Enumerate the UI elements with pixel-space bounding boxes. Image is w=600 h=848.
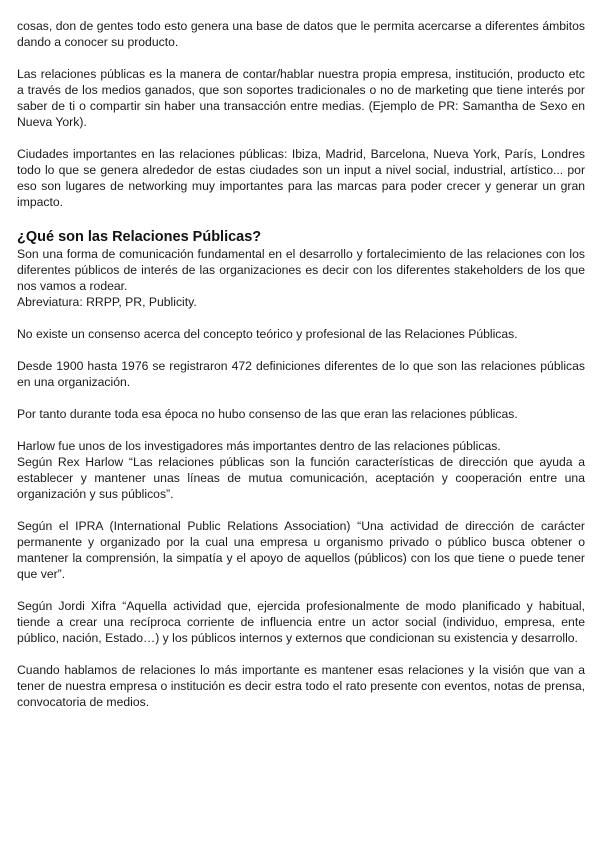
paragraph-consensus: No existe un consenso acerca del concepto teórico y profesional de las Relaciones Públicas. (17, 327, 518, 341)
paragraph-intro: cosas, don de gentes todo esto genera una base de datos que le permita acercarse a diferentes ámbitos dando a conocer su producto. (17, 19, 585, 49)
paragraph-definitions-count: Desde 1900 hasta 1976 se registraron 472 definiciones diferentes de lo que son las relaciones públicas en una organización. (17, 359, 585, 389)
document-body (17, 18, 585, 726)
paragraph-pr-definition: Las relaciones públicas es la manera de contar/hablar nuestra propia empresa, institución, producto etc a través de los medios ganados, que son soportes tradicionales o no de marketing que tiene interés por saber de ti o compartir sin haber una transacción entre medias. (Ejemplo de PR: Samantha de Sexo en Nueva York). (17, 67, 585, 129)
paragraph-harlow-quote: Según Rex Harlow “Las relaciones públicas son la función características de dirección que ayuda a establecer y mantener unas líneas de mutua comunicación, aceptación y cooperación entre una organización y sus públicos”. (17, 455, 585, 501)
paragraph-xifra-quote: Según Jordi Xifra “Aquella actividad que, ejercida profesionalmente de modo planificado y habitual, tiende a crear una recíproca corriente de influencia entre un actor social (individuo, empresa, ente público, nación, Estado…) y los públicos internos y externos que condicionan su existencia y desarrollo. (17, 599, 585, 645)
paragraph-no-consensus: Por tanto durante toda esa época no hubo consenso de las que eran las relaciones públicas. (17, 407, 518, 421)
paragraph-harlow-intro: Harlow fue unos de los investigadores más importantes dentro de las relaciones públicas. (17, 439, 501, 453)
paragraph-cities: Ciudades importantes en las relaciones públicas: Ibiza, Madrid, Barcelona, Nueva York, París, Londres todo lo que se genera alrededor de estas ciudades son un input a nivel social, industrial, artístico... por eso son lugares de networking muy importantes para las marcas para poder crecer y generar un gran impacto. (17, 147, 585, 209)
paragraph-definition: Son una forma de comunicación fundamental en el desarrollo y fortalecimiento de las relaciones con los diferentes públicos de interés de las organizaciones es decir con los diferentes stakeholders de los que nos vamos a rodear. (17, 247, 585, 293)
section-heading: ¿Qué son las Relaciones Públicas? (17, 229, 262, 245)
paragraph-closing: Cuando hablamos de relaciones lo más importante es mantener esas relaciones y la visión que van a tener de nuestra empresa o institución es decir estra todo el rato presente con eventos, notas de prensa, convocatoria de medios. (17, 663, 585, 709)
paragraph-ipra-quote: Según el IPRA (International Public Relations Association) “Una actividad de dirección de carácter permanente y organizado por la cual una empresa u organismo privado o público busca obtener o mantener la comprensión, la simpatía y el apoyo de aquellos (públicos) con los que tiene o puede tener que ver”. (17, 519, 585, 581)
paragraph-abbreviation: Abreviatura: RRPP, PR, Publicity. (17, 295, 197, 309)
